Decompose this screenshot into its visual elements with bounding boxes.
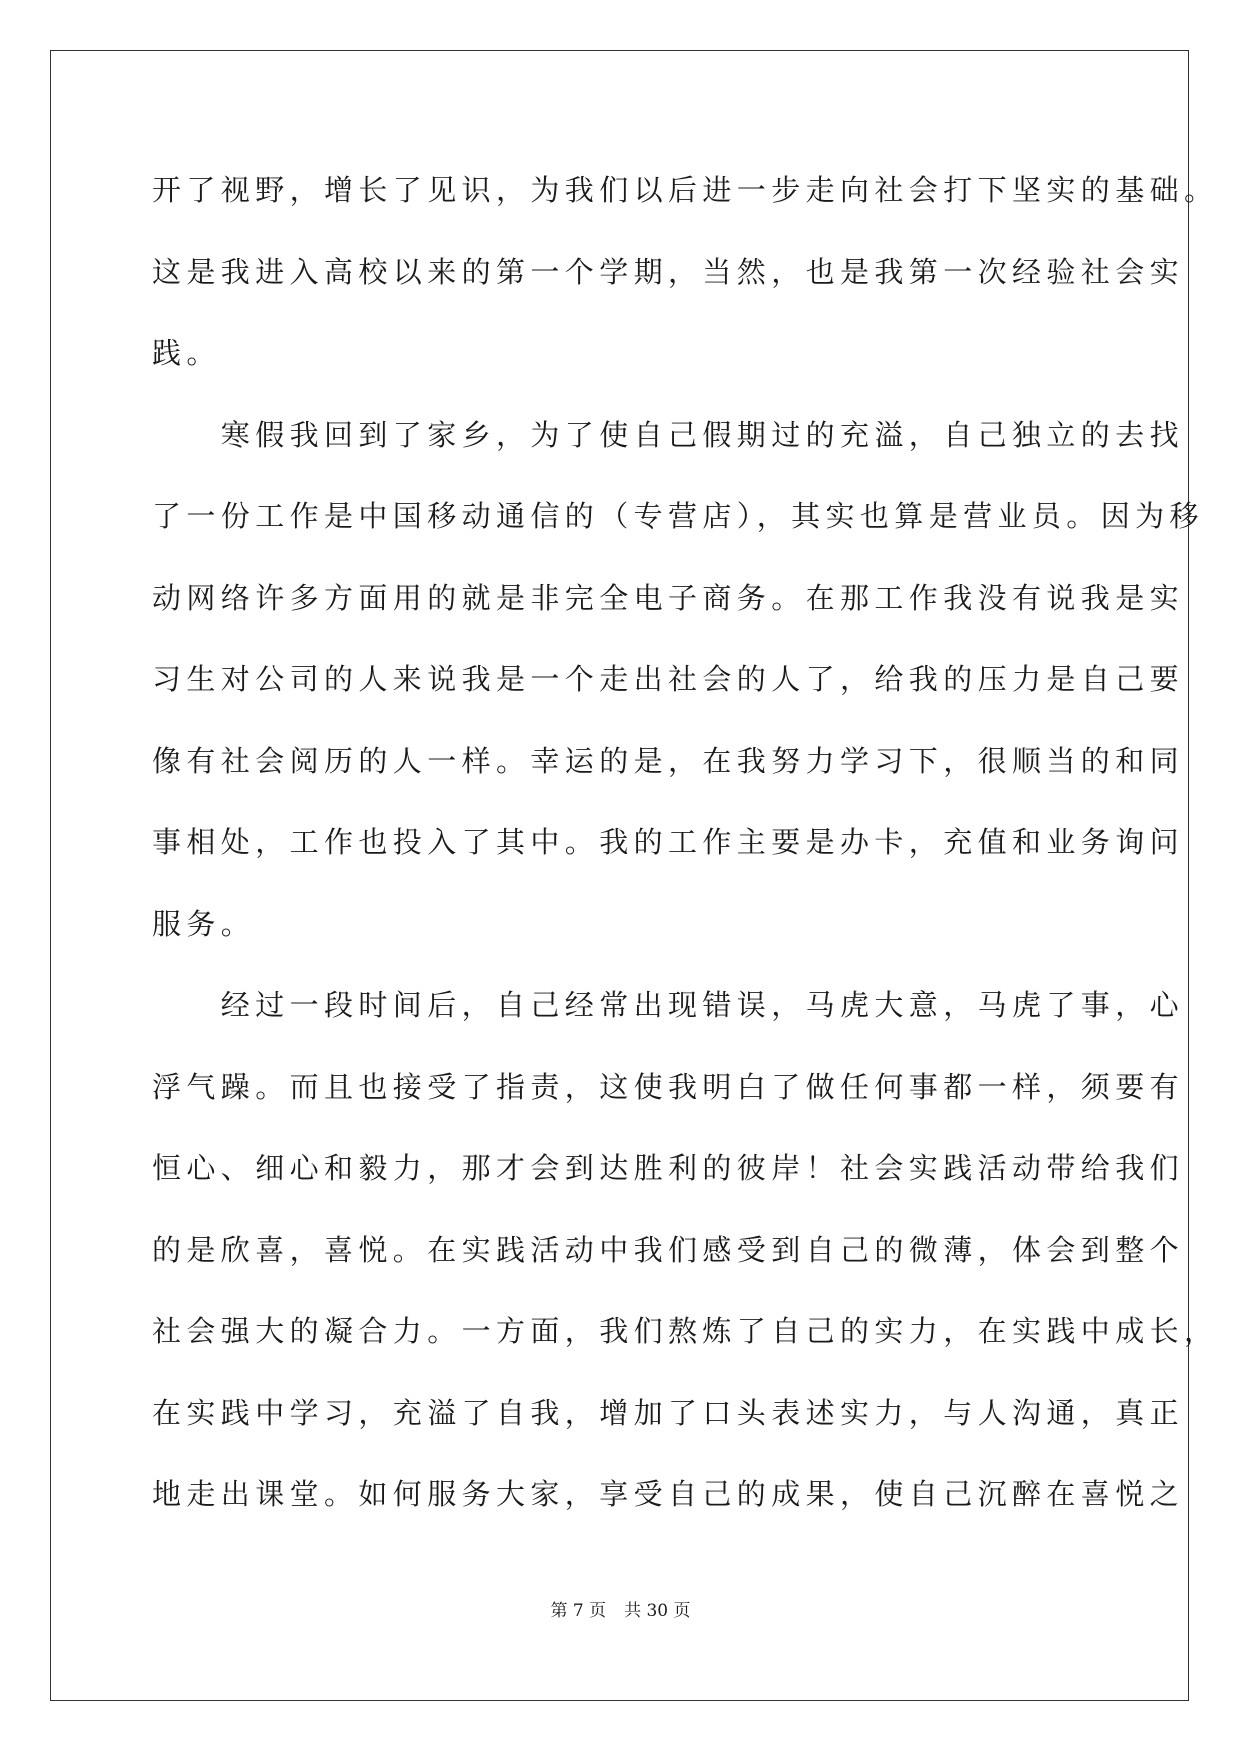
text-line: 服务。 bbox=[152, 906, 256, 941]
page-number: 第 7 页 bbox=[550, 1601, 607, 1621]
text-line: 在实践中学习，充溢了自我，增加了口头表述实力，与人沟通，真正 bbox=[152, 1395, 1185, 1430]
page-footer bbox=[0, 1596, 1241, 1621]
text-line: 地走出课堂。如何服务大家，享受自己的成果，使自己沉醉在喜悦之 bbox=[152, 1477, 1185, 1511]
text-line: 这是我进入高校以来的第一个学期，当然，也是我第一次经验社会实 bbox=[152, 254, 1185, 289]
text-line: 像有社会阅历的人一样。幸运的是，在我努力学习下，很顺当的和同 bbox=[152, 743, 1185, 778]
page-total: 共 30 页 bbox=[624, 1601, 691, 1621]
text-line: 浮气躁。而且也接受了指责，这使我明白了做任何事都一样，须要有 bbox=[152, 1069, 1185, 1104]
text-line: 经过一段时间后，自己经常出现错误，马虎大意，马虎了事，心 bbox=[152, 988, 1185, 1022]
text-line: 了一份工作是中国移动通信的（专营店），其实也算是营业员。因为移 bbox=[152, 499, 1204, 533]
text-line: 的是欣喜，喜悦。在实践活动中我们感受到自己的微薄，体会到整个 bbox=[152, 1232, 1185, 1267]
text-line: 寒假我回到了家乡，为了使自己假期过的充溢，自己独立的去找 bbox=[152, 417, 1185, 452]
text-line: 社会强大的凝合力。一方面，我们熬炼了自己的实力，在实践中成长， bbox=[152, 1314, 1219, 1348]
text-line: 习生对公司的人来说我是一个走出社会的人了，给我的压力是自己要 bbox=[152, 662, 1185, 696]
text-line: 恒心、细心和毅力，那才会到达胜利的彼岸！社会实践活动带给我们 bbox=[152, 1151, 1185, 1185]
text-line: 动网络许多方面用的就是非完全电子商务。在那工作我没有说我是实 bbox=[152, 580, 1185, 615]
text-line: 事相处，工作也投入了其中。我的工作主要是办卡，充值和业务询问 bbox=[152, 825, 1185, 859]
document-body bbox=[152, 150, 1219, 1536]
text-line: 践。 bbox=[152, 336, 221, 370]
text-line: 开了视野，增长了见识，为我们以后进一步走向社会打下坚实的基础。 bbox=[152, 173, 1219, 207]
